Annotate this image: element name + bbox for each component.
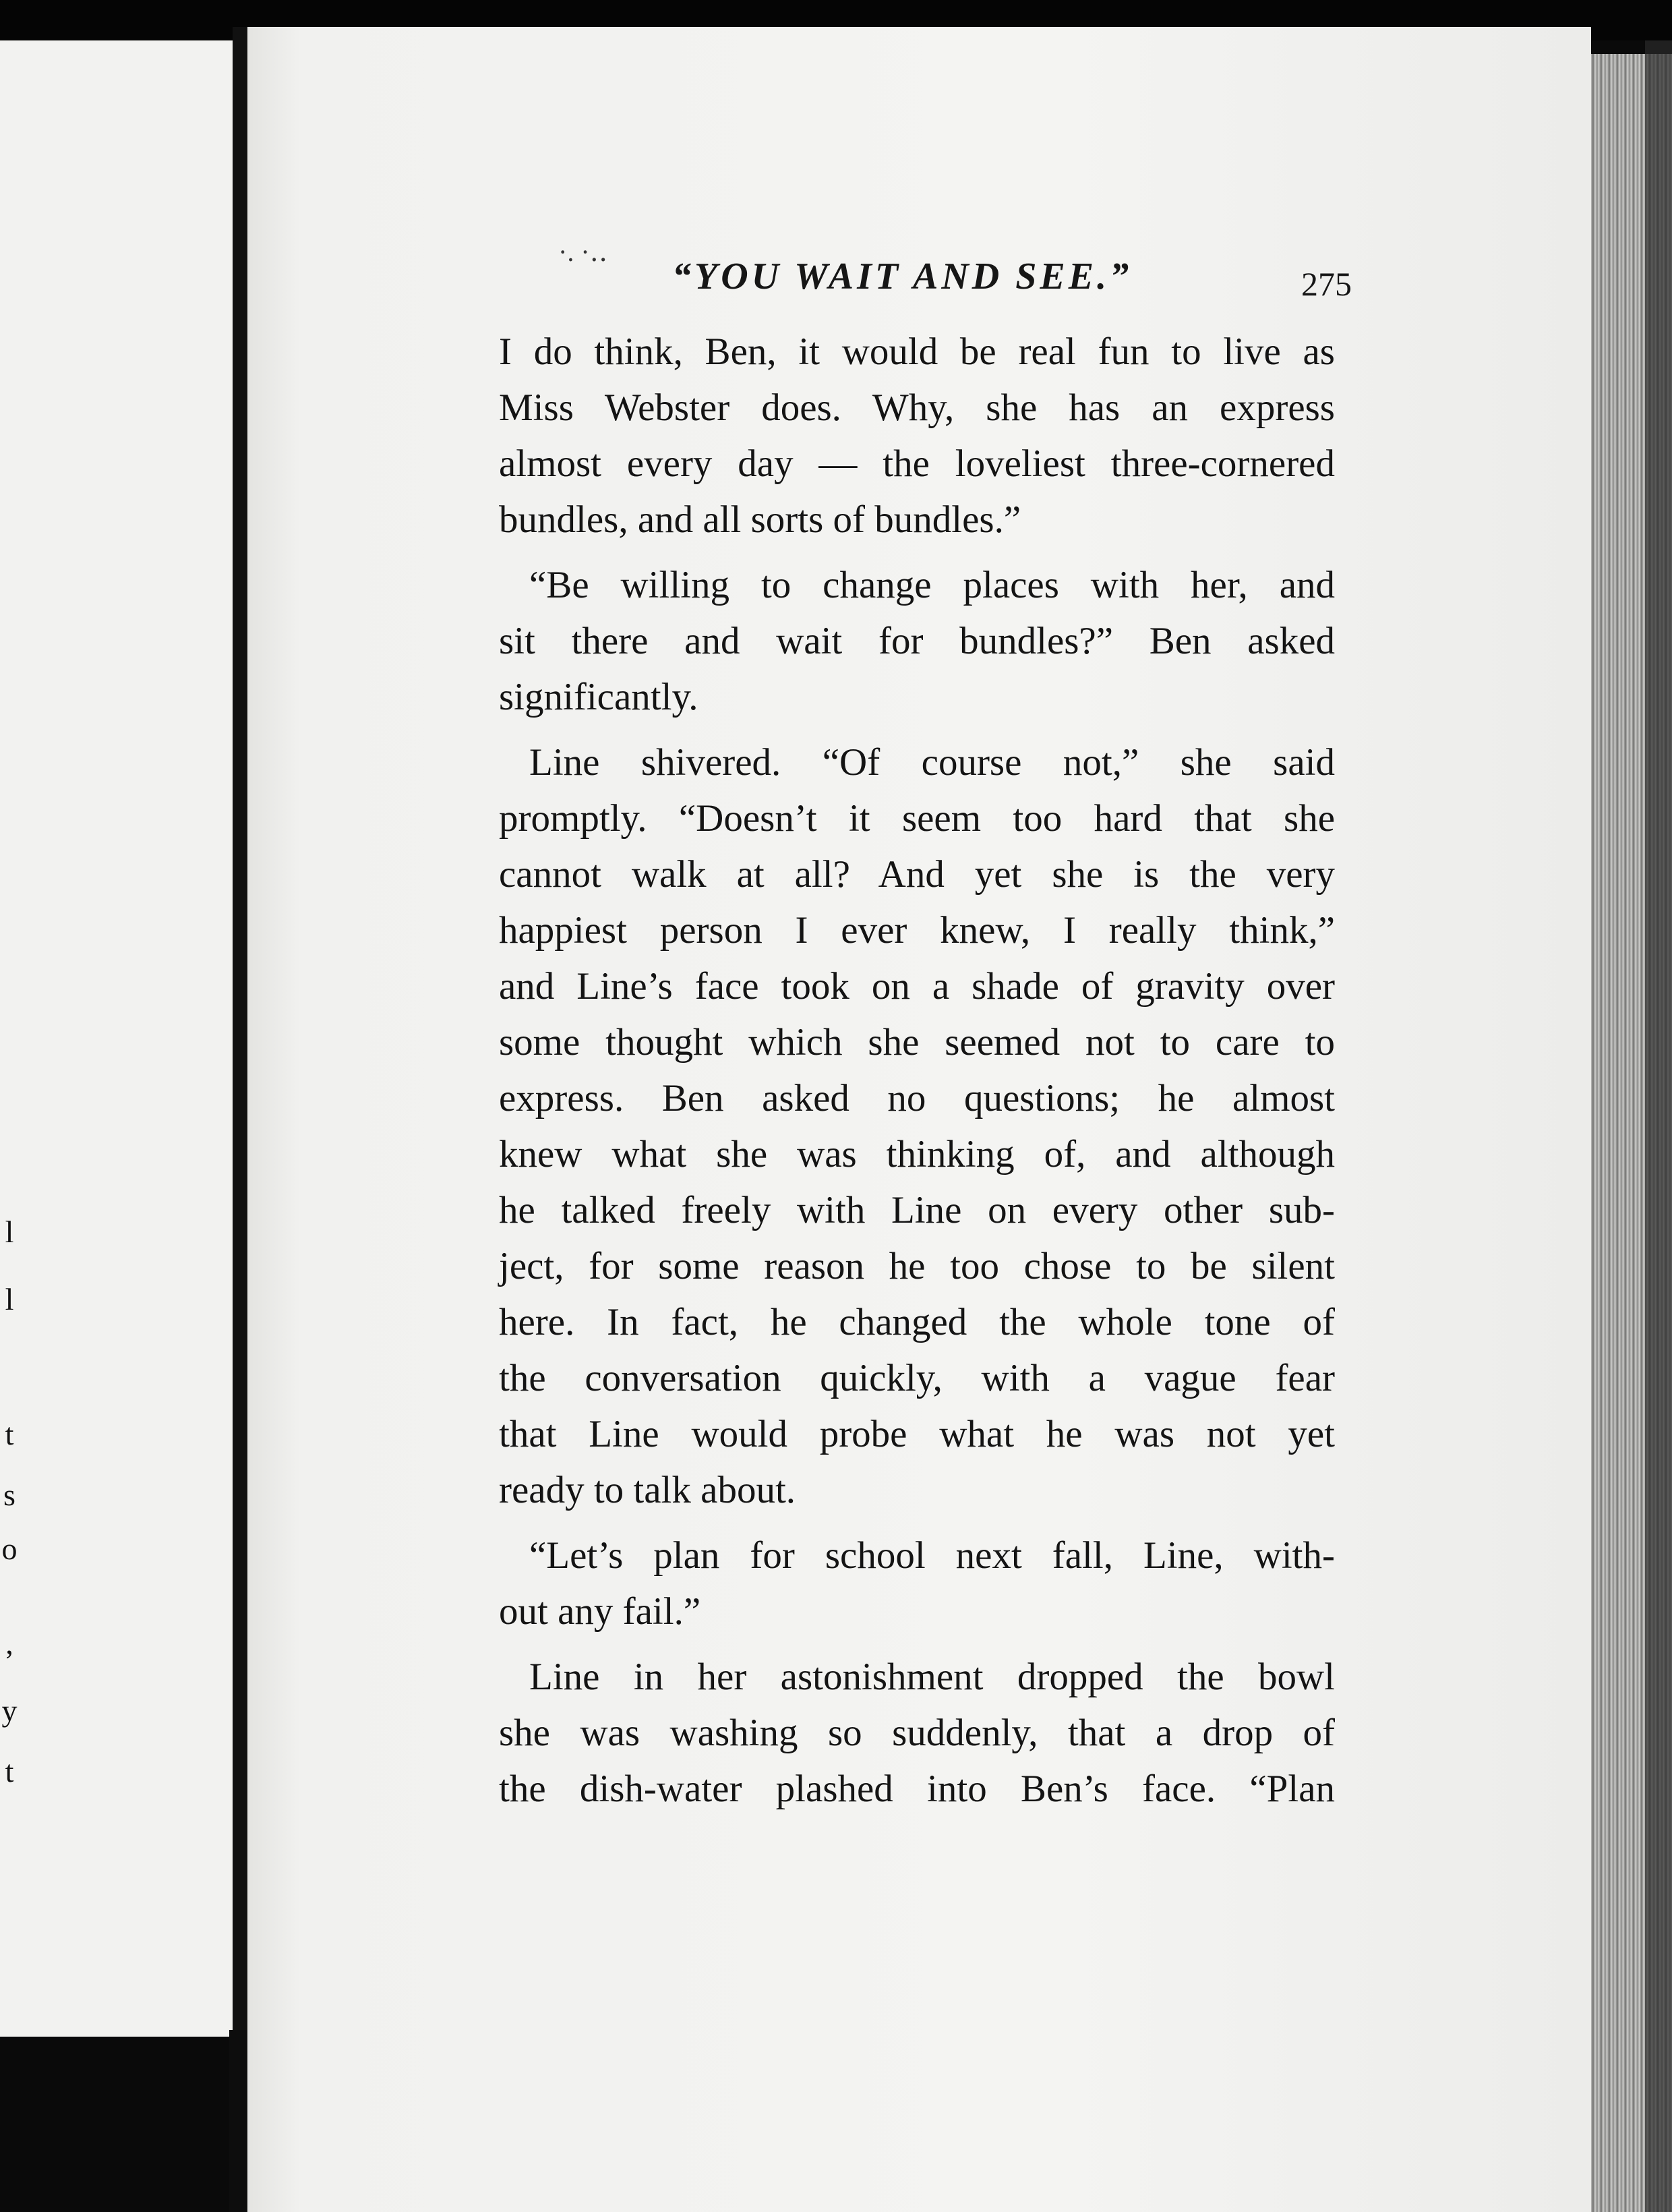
text-line: he talked freely with Line on every other sub- (499, 1189, 1335, 1231)
text-line: ready to talk about. (499, 1469, 796, 1511)
text-line: express. Ben asked no questions; he almost (499, 1077, 1335, 1119)
previous-page-fragment: l (5, 1282, 14, 1316)
previous-page-fragment: t (5, 1417, 14, 1451)
text-line: Line in her astonishment dropped the bowl (529, 1656, 1335, 1698)
page-block-shadow (1645, 40, 1672, 2212)
body-text (499, 324, 1335, 1817)
paragraph-gap (499, 1518, 1335, 1527)
previous-page-fragment: t (5, 1754, 14, 1788)
book-gutter (233, 27, 247, 2050)
text-line: ject, for some reason he too chose to be silent (499, 1245, 1335, 1287)
text-line: cannot walk at all? And yet she is the very (499, 853, 1335, 896)
previous-page-edge (0, 40, 235, 2037)
text-line: the conversation quickly, with a vague fear (499, 1357, 1335, 1399)
text-line: out any fail.” (499, 1590, 701, 1633)
text-line: and Line’s face took on a shade of gravity over (499, 965, 1335, 1008)
previous-page-fragment: o (1, 1532, 18, 1566)
page-number: 275 (1301, 265, 1352, 303)
text-line: “Be willing to change places with her, and (529, 564, 1335, 606)
paragraph-gap (499, 548, 1335, 557)
previous-page-fragment: l (5, 1215, 14, 1249)
paragraph-gap (499, 1639, 1335, 1649)
text-line: the dish-water plashed into Ben’s face. “Plan (499, 1768, 1335, 1810)
text-line: she was washing so suddenly, that a drop of (499, 1712, 1335, 1754)
text-line: significantly. (499, 676, 698, 718)
running-head-marks: ·. ·‥ (558, 237, 608, 267)
text-line: bundles, and all sorts of bundles.” (499, 498, 1021, 541)
text-line: that Line would probe what he was not yet (499, 1413, 1335, 1455)
text-line: promptly. “Doesn’t it seem too hard that she (499, 797, 1335, 840)
text-line: some thought which she seemed not to care to (499, 1021, 1335, 1064)
running-head: “YOU WAIT AND SEE.” (672, 256, 1133, 297)
text-line: Miss Webster does. Why, she has an express (499, 386, 1335, 429)
text-line: happiest person I ever knew, I really think,” (499, 909, 1335, 952)
previous-page-fragment: s (3, 1478, 16, 1512)
text-line: Line shivered. “Of course not,” she said (529, 741, 1335, 784)
text-line: almost every day — the loveliest three-cornered (499, 442, 1335, 485)
text-line: “Let’s plan for school next fall, Line, with- (529, 1534, 1335, 1577)
text-line: here. In fact, he changed the whole tone of (499, 1301, 1335, 1343)
text-line: I do think, Ben, it would be real fun to live as (499, 330, 1335, 373)
text-line: sit there and wait for bundles?” Ben asked (499, 620, 1335, 662)
previous-page-fragment: , (5, 1626, 13, 1660)
paragraph-gap (499, 725, 1335, 734)
previous-page-fragment: y (1, 1693, 18, 1728)
text-line: knew what she was thinking of, and although (499, 1133, 1335, 1175)
